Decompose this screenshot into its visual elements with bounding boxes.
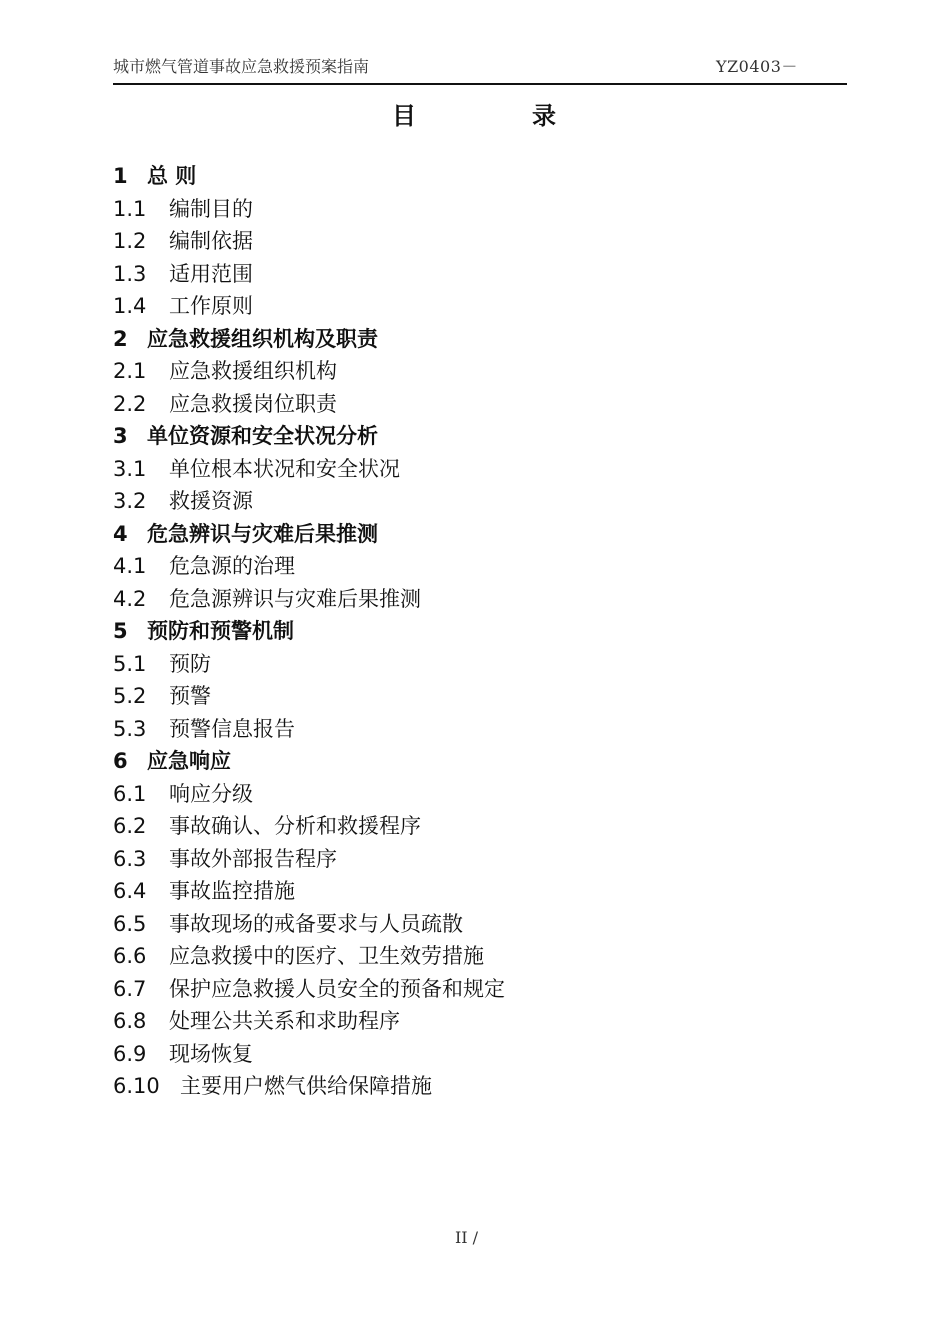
toc-chapter-entry[interactable] bbox=[113, 518, 813, 551]
toc-entry-title: 预警 bbox=[169, 684, 211, 708]
toc-entry-title: 适用范围 bbox=[169, 261, 253, 286]
toc-entry-title: 预防和预警机制 bbox=[147, 619, 294, 643]
toc-entry-number: 5 bbox=[113, 619, 128, 643]
toc-entry-title: 救援资源 bbox=[169, 489, 253, 513]
toc-chapter-entry[interactable] bbox=[113, 323, 813, 356]
toc-chapter-entry[interactable] bbox=[113, 160, 813, 193]
toc-entry-number: 1.4 bbox=[113, 294, 147, 318]
toc-section-entry[interactable] bbox=[113, 973, 813, 1006]
toc-section-entry[interactable] bbox=[113, 778, 813, 811]
page-header bbox=[113, 52, 847, 78]
toc-entry-title: 编制目的 bbox=[169, 196, 253, 221]
toc-entry-title: 处理公共关系和求助程序 bbox=[169, 1009, 400, 1033]
toc-entry-number: 6.7 bbox=[113, 976, 147, 1001]
toc-entry-number: 4 bbox=[113, 521, 128, 546]
page-number: II / bbox=[454, 1228, 479, 1247]
toc-entry-number: 6.10 bbox=[113, 1074, 160, 1098]
toc-section-entry[interactable] bbox=[113, 843, 813, 876]
toc-section-entry[interactable] bbox=[113, 680, 813, 713]
toc-entry-number: 5.3 bbox=[113, 716, 147, 741]
toc-entry-number: 3.1 bbox=[113, 456, 147, 481]
toc-entry-number: 1.1 bbox=[113, 196, 147, 221]
toc-section-entry[interactable] bbox=[113, 908, 813, 941]
toc-entry-number: 6 bbox=[113, 749, 128, 773]
header-title: 城市燃气管道事故应急救援预案指南 bbox=[113, 57, 370, 76]
toc-section-entry[interactable] bbox=[113, 1005, 813, 1038]
toc-section-entry[interactable] bbox=[113, 583, 813, 616]
toc-entry-title: 工作原则 bbox=[169, 294, 253, 318]
toc-entry-number: 6.1 bbox=[113, 781, 147, 806]
toc-section-entry[interactable] bbox=[113, 290, 813, 323]
toc-entry-number: 6.5 bbox=[113, 911, 147, 936]
toc-entry-number: 6.4 bbox=[113, 879, 147, 903]
toc-entry-title: 应急救援组织机构 bbox=[169, 359, 337, 383]
toc-entry-number: 2 bbox=[113, 326, 128, 351]
toc-entry-number: 4.2 bbox=[113, 586, 147, 611]
toc-section-entry[interactable] bbox=[113, 193, 813, 226]
toc-heading-part-1: 目 bbox=[392, 102, 416, 130]
toc-entry-number: 1.3 bbox=[113, 261, 147, 286]
toc-entry-title: 预防 bbox=[169, 651, 211, 676]
toc-entry-title: 危急源的治理 bbox=[169, 554, 295, 578]
toc-section-entry[interactable] bbox=[113, 258, 813, 291]
toc-entry-number: 3 bbox=[113, 424, 128, 448]
toc-heading-part-2: 录 bbox=[532, 102, 556, 130]
toc-entry-title: 编制依据 bbox=[169, 229, 253, 253]
toc-section-entry[interactable] bbox=[113, 388, 813, 421]
toc-entry-title: 危急辨识与灾难后果推测 bbox=[147, 521, 378, 546]
toc-entry-title: 危急源辨识与灾难后果推测 bbox=[169, 586, 421, 611]
toc-entry-number: 6.6 bbox=[113, 944, 147, 968]
toc-section-entry[interactable] bbox=[113, 225, 813, 258]
toc-chapter-entry[interactable] bbox=[113, 420, 813, 453]
toc-entry-title: 现场恢复 bbox=[169, 1041, 253, 1066]
toc-section-entry[interactable] bbox=[113, 355, 813, 388]
table-of-contents bbox=[113, 160, 813, 1103]
toc-entry-title: 应急救援岗位职责 bbox=[169, 391, 337, 416]
toc-chapter-entry[interactable] bbox=[113, 745, 813, 778]
toc-entry-number: 1 bbox=[113, 164, 128, 188]
toc-section-entry[interactable] bbox=[113, 940, 813, 973]
toc-entry-title: 应急响应 bbox=[147, 749, 231, 773]
toc-section-entry[interactable] bbox=[113, 810, 813, 843]
toc-section-entry[interactable] bbox=[113, 1070, 813, 1103]
toc-entry-title: 主要用户燃气供给保障措施 bbox=[180, 1074, 432, 1098]
toc-entry-title: 事故监控措施 bbox=[169, 879, 295, 903]
toc-entry-title: 预警信息报告 bbox=[169, 716, 295, 741]
toc-entry-title: 单位资源和安全状况分析 bbox=[147, 424, 378, 448]
toc-chapter-entry[interactable] bbox=[113, 615, 813, 648]
toc-entry-number: 5.1 bbox=[113, 651, 147, 676]
toc-entry-title: 总 则 bbox=[147, 164, 197, 188]
toc-entry-number: 2.2 bbox=[113, 391, 147, 416]
toc-entry-number: 4.1 bbox=[113, 554, 147, 578]
toc-section-entry[interactable] bbox=[113, 648, 813, 681]
header-divider bbox=[113, 83, 847, 85]
toc-entry-number: 6.8 bbox=[113, 1009, 147, 1033]
toc-section-entry[interactable] bbox=[113, 1038, 813, 1071]
toc-entry-number: 6.3 bbox=[113, 846, 147, 871]
page-footer bbox=[0, 1228, 933, 1247]
toc-section-entry[interactable] bbox=[113, 875, 813, 908]
toc-section-entry[interactable] bbox=[113, 550, 813, 583]
toc-entry-title: 响应分级 bbox=[169, 781, 253, 806]
toc-entry-title: 事故现场的戒备要求与人员疏散 bbox=[169, 911, 463, 936]
toc-entry-number: 3.2 bbox=[113, 489, 147, 513]
toc-entry-number: 6.9 bbox=[113, 1041, 147, 1066]
toc-entry-title: 保护应急救援人员安全的预备和规定 bbox=[169, 976, 505, 1001]
toc-entry-title: 应急救援组织机构及职责 bbox=[147, 326, 378, 351]
toc-section-entry[interactable] bbox=[113, 713, 813, 746]
toc-section-entry[interactable] bbox=[113, 485, 813, 518]
toc-entry-number: 1.2 bbox=[113, 229, 147, 253]
toc-entry-title: 单位根本状况和安全状况 bbox=[169, 456, 400, 481]
toc-entry-title: 事故外部报告程序 bbox=[169, 846, 337, 871]
toc-entry-title: 事故确认、分析和救援程序 bbox=[169, 814, 421, 838]
toc-entry-title: 应急救援中的医疗、卫生效劳措施 bbox=[169, 944, 484, 968]
header-document-code: YZ0403－ bbox=[716, 57, 798, 76]
toc-section-entry[interactable] bbox=[113, 453, 813, 486]
toc-entry-number: 5.2 bbox=[113, 684, 147, 708]
toc-entry-number: 6.2 bbox=[113, 814, 147, 838]
toc-entry-number: 2.1 bbox=[113, 359, 147, 383]
